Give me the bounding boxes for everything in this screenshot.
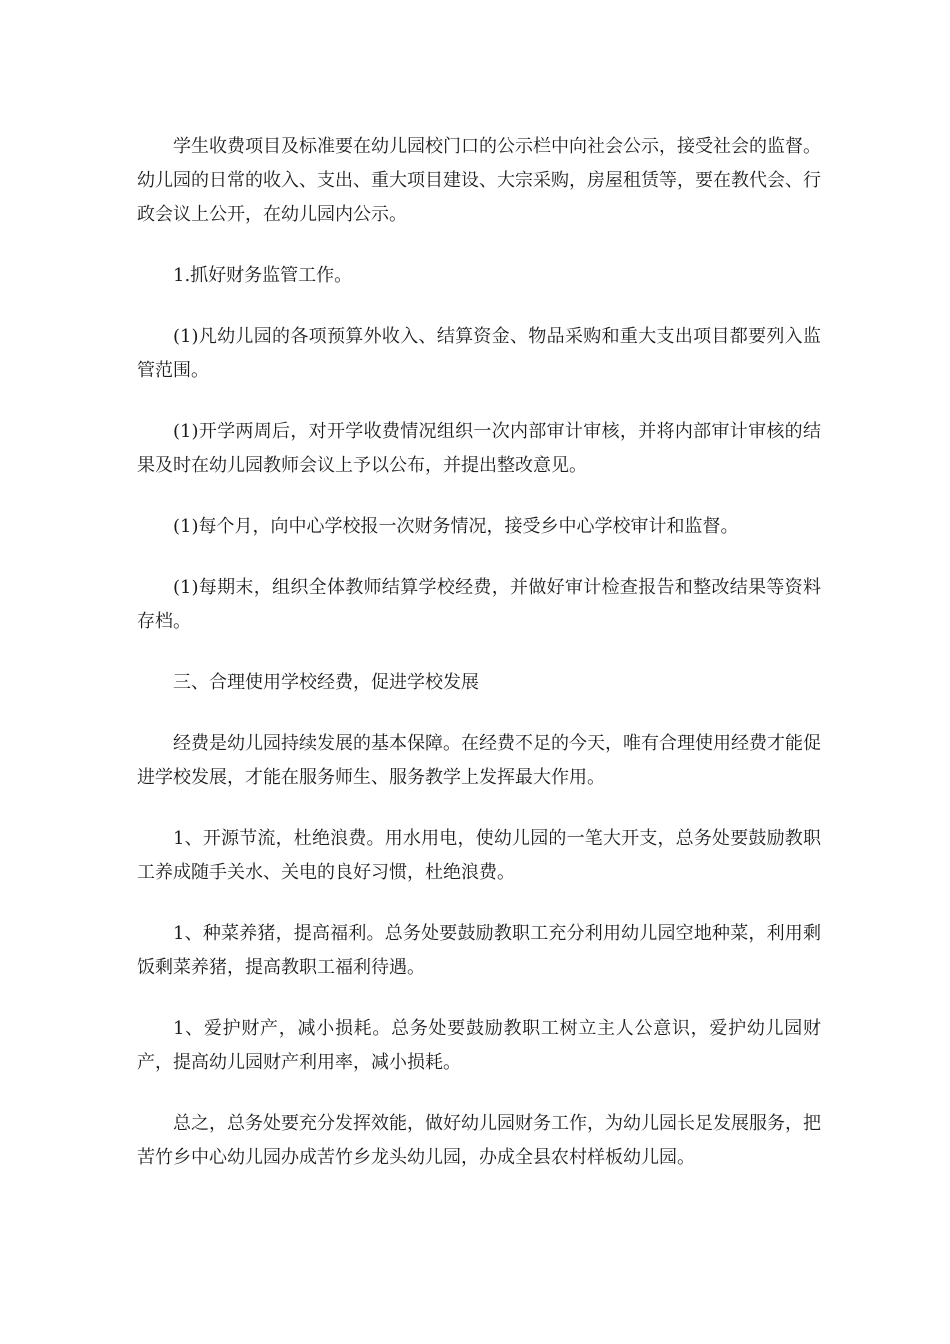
paragraph-monthly-report: (1)每个月，向中心学校报一次财务情况，接受乡中心学校审计和监督。 <box>173 516 739 537</box>
document-body <box>137 130 821 1175</box>
paragraph-term-end-settlement: (1)每期末，组织全体教师结算学校经费，并做好审计检查报告和整改结果等资料存档。 <box>137 577 821 632</box>
heading-section-three: 三、合理使用学校经费，促进学校发展 <box>173 672 479 693</box>
paragraph-protect-property: 1、爱护财产，减小损耗。总务处要鼓励教职工树立主人公意识，爱护幼儿园财产，提高幼儿园财产利用率，减小损耗。 <box>137 1018 821 1073</box>
paragraph-public-disclosure: 学生收费项目及标准要在幼儿园校门口的公示栏中向社会公示，接受社会的监督。幼儿园的日常的收入、支出、重大项目建设、大宗采购，房屋租赁等，要在教代会、行政会议上公开，在幼儿园内公示。 <box>137 136 821 225</box>
paragraph-supervision-scope: (1)凡幼儿园的各项预算外收入、结算资金、物品采购和重大支出项目都要列入监管范围。 <box>137 326 821 381</box>
paragraph-funding-basis: 经费是幼儿园持续发展的基本保障。在经费不足的今天，唯有合理使用经费才能促进学校发展，才能在服务师生、服务教学上发挥最大作用。 <box>137 733 821 788</box>
paragraph-save-resources: 1、开源节流，杜绝浪费。用水用电，使幼儿园的一笔大开支，总务处要鼓励教职工养成随手关水、关电的良好习惯，杜绝浪费。 <box>137 828 821 883</box>
paragraph-internal-audit: (1)开学两周后，对开学收费情况组织一次内部审计审核，并将内部审计审核的结果及时在幼儿园教师会议上予以公布，并提出整改意见。 <box>137 421 821 476</box>
paragraph-improve-welfare: 1、种菜养猪，提高福利。总务处要鼓励教职工充分利用幼儿园空地种菜，利用剩饭剩菜养猪，提高教职工福利待遇。 <box>137 923 821 978</box>
heading-financial-supervision: 1.抓好财务监管工作。 <box>173 265 353 286</box>
paragraph-conclusion: 总之，总务处要充分发挥效能，做好幼儿园财务工作，为幼儿园长足发展服务，把苦竹乡中心幼儿园办成苦竹乡龙头幼儿园，办成全县农村样板幼儿园。 <box>137 1113 821 1168</box>
